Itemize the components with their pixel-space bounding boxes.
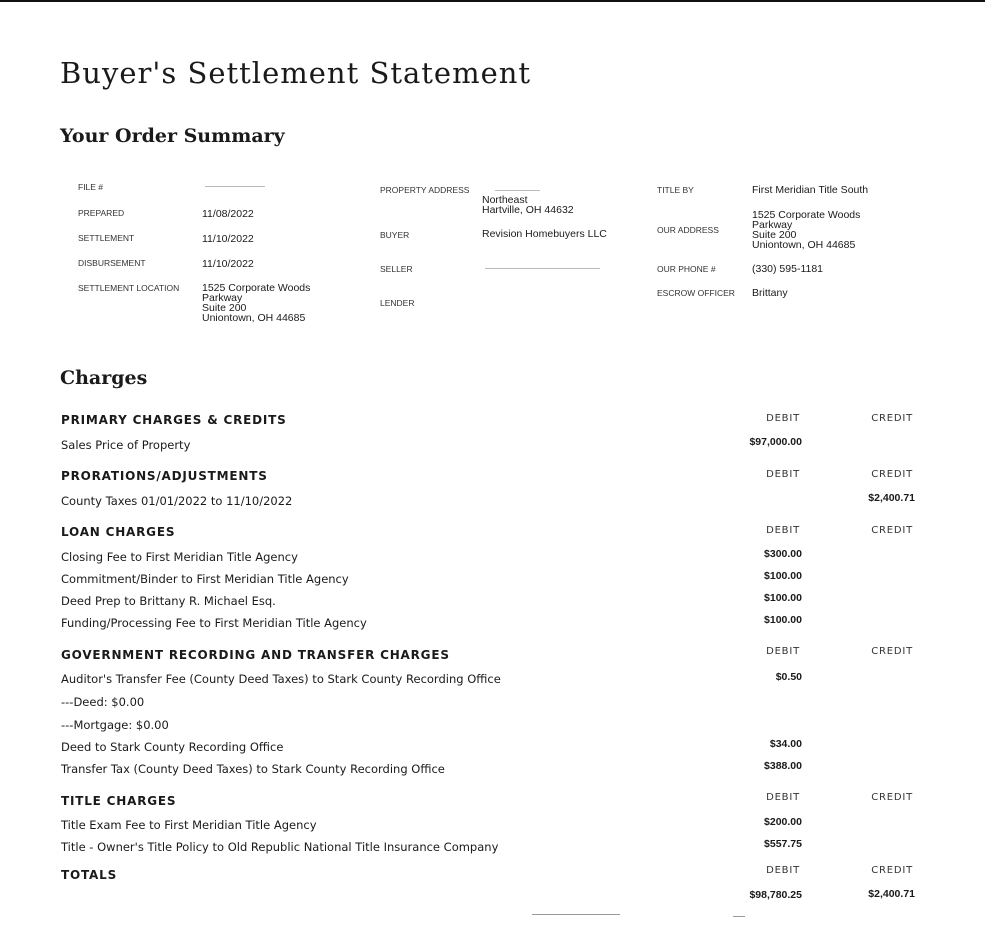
debit-header: DEBIT <box>766 525 800 536</box>
our-phone-label: OUR PHONE # <box>657 264 716 274</box>
debit-header: DEBIT <box>766 646 800 657</box>
charge-item-label: Deed Prep to Brittany R. Michael Esq. <box>61 594 276 608</box>
debit-amount: $388.00 <box>764 760 802 772</box>
disbursement-date: 11/10/2022 <box>202 258 254 270</box>
settlement-location-line: Parkway <box>202 292 243 304</box>
charge-item-label: Sales Price of Property <box>61 438 191 452</box>
charge-item-label: Title Exam Fee to First Meridian Title Agency <box>61 818 317 832</box>
buyer-label: BUYER <box>380 230 410 240</box>
lender-label: LENDER <box>380 298 415 308</box>
debit-header: DEBIT <box>766 469 800 480</box>
debit-amount: $100.00 <box>764 570 802 582</box>
charge-item-label: ---Deed: $0.00 <box>61 695 145 709</box>
title-by-label: TITLE BY <box>657 185 694 195</box>
escrow-officer-value: Brittany <box>752 287 788 299</box>
settlement-label: SETTLEMENT <box>78 233 135 243</box>
settlement-location-line: Uniontown, OH 44685 <box>202 312 306 324</box>
debit-header: DEBIT <box>766 865 800 876</box>
document-title: Buyer's Settlement Statement <box>60 56 532 90</box>
debit-amount: $557.75 <box>764 838 802 850</box>
buyer-name: Revision Homebuyers LLC <box>482 228 607 240</box>
debit-amount: $100.00 <box>764 592 802 604</box>
credit-amount: $2,400.71 <box>868 492 915 504</box>
debit-header: DEBIT <box>766 413 800 424</box>
prepared-label: PREPARED <box>78 208 125 218</box>
credit-header: CREDIT <box>871 865 913 876</box>
top-border <box>0 0 985 2</box>
charge-item-label: Title - Owner's Title Policy to Old Republic National Title Insurance Company <box>61 840 499 854</box>
our-address-label: OUR ADDRESS <box>657 225 719 235</box>
charges-heading: Charges <box>60 367 148 389</box>
file-number-label: FILE # <box>78 182 104 192</box>
section-loan-charges: LOAN CHARGES <box>61 525 176 539</box>
debit-amount: $300.00 <box>764 548 802 560</box>
total-debit: $98,780.25 <box>749 889 802 901</box>
title-by-value: First Meridian Title South <box>752 184 869 196</box>
our-phone-value: (330) 595-1181 <box>752 263 824 275</box>
redacted-seller-name <box>485 268 600 269</box>
charge-item-label: Transfer Tax (County Deed Taxes) to Stark County Recording Office <box>61 762 445 776</box>
debit-amount: $97,000.00 <box>749 436 802 448</box>
property-address-label: PROPERTY ADDRESS <box>380 185 470 195</box>
order-summary-heading: Your Order Summary <box>60 125 285 147</box>
credit-header: CREDIT <box>871 646 913 657</box>
our-address-line: Parkway <box>752 219 793 231</box>
credit-header: CREDIT <box>871 469 913 480</box>
debit-amount: $34.00 <box>769 738 802 750</box>
our-address-line: Uniontown, OH 44685 <box>752 239 856 251</box>
seller-label: SELLER <box>380 264 413 274</box>
settlement-date: 11/10/2022 <box>202 233 254 245</box>
settlement-location-line: 1525 Corporate Woods <box>202 282 311 294</box>
page-mark <box>733 916 745 917</box>
charge-item-label: Closing Fee to First Meridian Title Agency <box>61 550 298 564</box>
our-address-line: 1525 Corporate Woods <box>752 209 861 221</box>
credit-header: CREDIT <box>871 525 913 536</box>
charge-item-label: ---Mortgage: $0.00 <box>61 718 169 732</box>
debit-amount: $100.00 <box>764 614 802 626</box>
charge-item-label: Deed to Stark County Recording Office <box>61 740 284 754</box>
debit-amount: $200.00 <box>764 816 802 828</box>
section-primary-charges: PRIMARY CHARGES & CREDITS <box>61 413 287 427</box>
debit-header: DEBIT <box>766 792 800 803</box>
charge-item-label: Commitment/Binder to First Meridian Title Agency <box>61 572 349 586</box>
our-address-line: Suite 200 <box>752 229 797 241</box>
charge-item-label: Auditor's Transfer Fee (County Deed Taxes) to Stark County Recording Office <box>61 672 501 686</box>
charge-item-label: Funding/Processing Fee to First Meridian Title Agency <box>61 616 367 630</box>
settlement-location-label: SETTLEMENT LOCATION <box>78 283 180 293</box>
total-credit: $2,400.71 <box>868 888 915 900</box>
credit-header: CREDIT <box>871 792 913 803</box>
settlement-location-line: Suite 200 <box>202 302 247 314</box>
section-totals: TOTALS <box>61 868 118 882</box>
page-mark <box>532 914 620 915</box>
disbursement-label: DISBURSEMENT <box>78 258 146 268</box>
redacted-street-address <box>495 190 540 191</box>
redacted-file-number <box>205 186 265 187</box>
credit-header: CREDIT <box>871 413 913 424</box>
section-title-charges: TITLE CHARGES <box>61 794 177 808</box>
property-address-line: Northeast <box>482 194 528 206</box>
property-address-line: Hartville, OH 44632 <box>482 204 574 216</box>
prepared-date: 11/08/2022 <box>202 208 254 220</box>
section-prorations: PRORATIONS/ADJUSTMENTS <box>61 469 268 483</box>
charge-item-label: County Taxes 01/01/2022 to 11/10/2022 <box>61 494 293 508</box>
section-government-recording: GOVERNMENT RECORDING AND TRANSFER CHARGES <box>61 648 450 662</box>
escrow-officer-label: ESCROW OFFICER <box>657 288 735 298</box>
debit-amount: $0.50 <box>775 671 802 683</box>
